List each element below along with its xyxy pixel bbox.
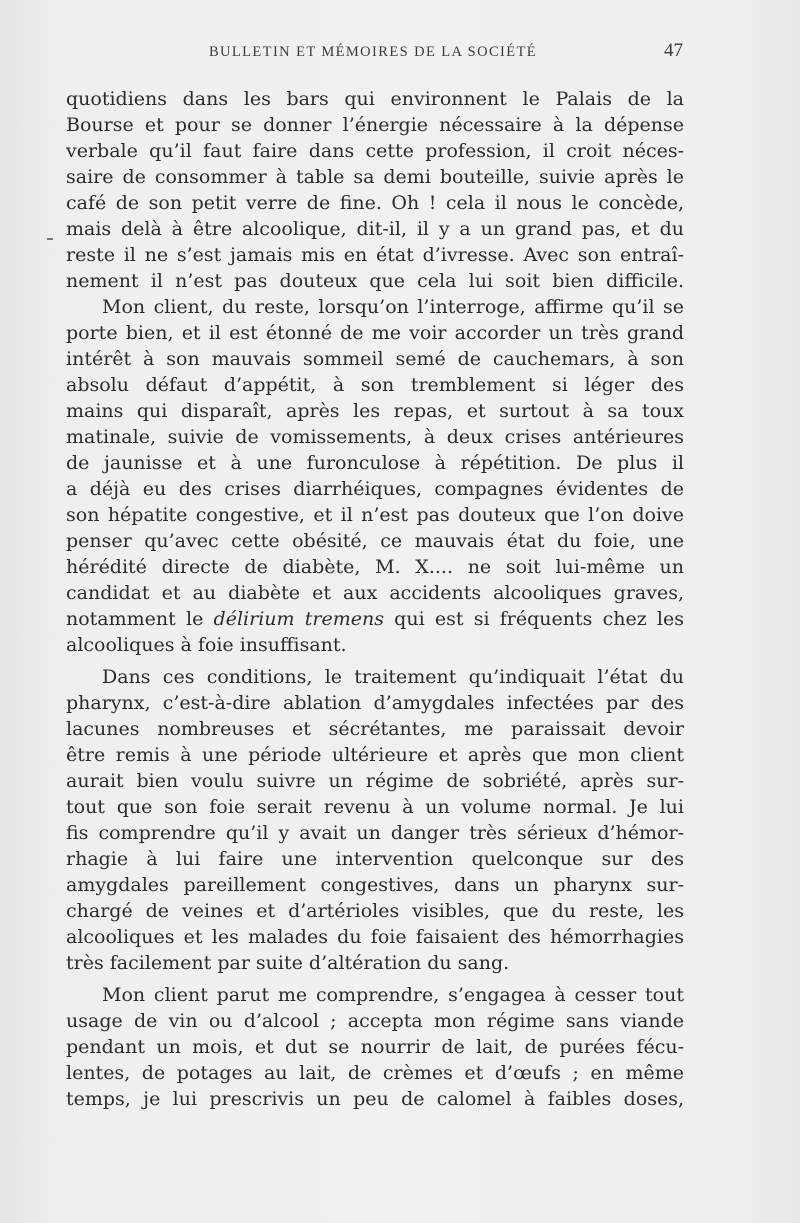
- paragraph: [66, 86, 684, 294]
- text-line: Bourse et pour se donner l’énergie nécessaire à la dépense: [66, 114, 684, 136]
- text-line: quotidiens dans les bars qui environnent le Palais de la: [66, 88, 684, 110]
- text-line-with-italic: [66, 606, 684, 632]
- italic-term: délirium tremens: [213, 608, 384, 630]
- text-line: candidat et au diabète et aux accidents alcooliques graves,: [66, 582, 684, 604]
- text-line: nement il n’est pas douteux que cela lui soit bien difficile.: [66, 270, 684, 292]
- text-line: amygdales pareillement congestives, dans un pharynx sur-: [66, 874, 684, 896]
- text-line: fis comprendre qu’il y avait un danger très sérieux d’hémor-: [66, 822, 684, 844]
- paragraph: [66, 664, 684, 976]
- text-line: mais delà à être alcoolique, dit-il, il y a un grand pas, et du: [66, 218, 684, 240]
- text-line: très facilement par suite d’altération du sang.: [66, 952, 510, 974]
- text-line: matinale, suivie de vomissements, à deux crises antérieures: [66, 426, 684, 448]
- text-line: lentes, de potages au lait, de crèmes et d’œufs ; en même: [66, 1062, 684, 1084]
- text-line: chargé de veines et d’artérioles visibles, que du reste, les: [66, 900, 684, 922]
- text-segment: notamment le: [66, 608, 214, 630]
- text-line: mains qui disparaît, après les repas, et surtout à sa toux: [66, 400, 684, 422]
- text-line: être remis à une période ultérieure et après que mon client: [66, 744, 684, 766]
- text-line: penser qu’avec cette obésité, ce mauvais état du foie, une: [66, 530, 684, 552]
- text-line: café de son petit verre de fine. Oh ! cela il nous le concède,: [66, 192, 684, 214]
- text-line: Dans ces conditions, le traitement qu’indiquait l’état du: [102, 666, 684, 688]
- text-line: lacunes nombreuses et sécrétantes, me paraissait devoir: [66, 718, 684, 740]
- text-line: a déjà eu des crises diarrhéiques, compagnes évidentes de: [66, 478, 684, 500]
- text-line: rhagie à lui faire une intervention quelconque sur des: [66, 848, 684, 870]
- page-number: 47: [664, 40, 683, 61]
- text-line: temps, je lui prescrivis un peu de calomel à faibles doses,: [66, 1088, 684, 1110]
- text-line: pharynx, c’est-à-dire ablation d’amygdales infectées par des: [66, 692, 684, 714]
- text-line: absolu défaut d’appétit, à son tremblement si léger des: [66, 374, 684, 396]
- running-head: BULLETIN ET MÉMOIRES DE LA SOCIÉTÉ: [208, 44, 538, 60]
- text-line: porte bien, et il est étonné de me voir accorder un très grand: [66, 322, 684, 344]
- margin-mark: [47, 238, 53, 240]
- text-line: aurait bien voulu suivre un régime de sobriété, après sur-: [66, 770, 684, 792]
- text-line: verbale qu’il faut faire dans cette profession, il croit néces-: [66, 140, 684, 162]
- text-line: son hépatite congestive, et il n’est pas douteux que l’on doive: [66, 504, 684, 526]
- text-line: intérêt à son mauvais sommeil semé de cauchemars, à son: [66, 348, 684, 370]
- text-line: reste il ne s’est jamais mis en état d’ivresse. Avec son entraî-: [66, 244, 684, 266]
- text-line: hérédité directe de diabète, M. X.... ne soit lui-même un: [66, 556, 684, 578]
- text-line: pendant un mois, et dut se nourrir de lait, de purées fécu-: [66, 1036, 684, 1058]
- text-line: Mon client, du reste, lorsqu’on l’interroge, affirme qu’il se: [102, 296, 684, 318]
- paragraph: [66, 294, 684, 658]
- text-line: saire de consommer à table sa demi bouteille, suivie après le: [66, 166, 684, 188]
- paragraph: [66, 982, 684, 1112]
- text-line: alcooliques à foie insuffisant.: [66, 634, 347, 656]
- text-line: Mon client parut me comprendre, s’engagea à cesser tout: [102, 984, 684, 1006]
- body-text: [66, 86, 684, 1112]
- text-line: tout que son foie serait revenu à un volume normal. Je lui: [66, 796, 684, 818]
- text-line: alcooliques et les malades du foie faisaient des hémorrhagies: [66, 926, 684, 948]
- text-line: de jaunisse et à une furonculose à répétition. De plus il: [66, 452, 684, 474]
- text-segment: qui est si fréquents chez les: [383, 608, 684, 630]
- text-line: usage de vin ou d’alcool ; accepta mon régime sans viande: [66, 1010, 684, 1032]
